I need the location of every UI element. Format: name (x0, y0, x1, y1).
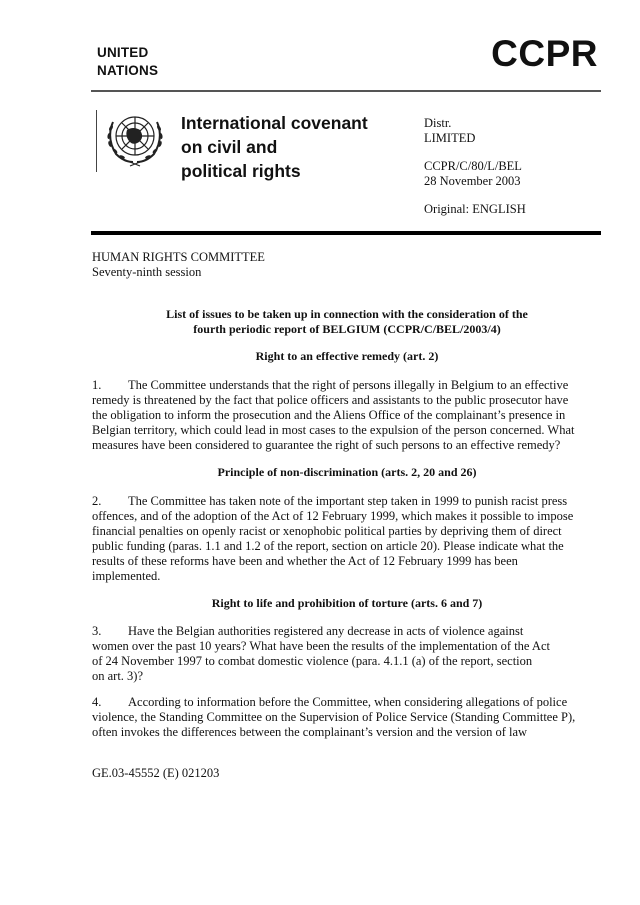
covenant-title-line1: International covenant (181, 113, 368, 133)
paragraph-number: 4. (92, 695, 102, 709)
document-title-line2: fourth periodic report of BELGIUM (CCPR/C/BEL/2003/4) (193, 322, 501, 336)
org-name-line1: UNITED (97, 45, 149, 60)
document-title (92, 307, 602, 337)
covenant-title-line2: on civil and (181, 137, 278, 157)
document-date: 28 November 2003 (424, 174, 521, 188)
header-divider (91, 90, 601, 92)
paragraph-1: 1. The Committee understands that the right of persons illegally in Belgium to an effective remedy is threatened by the fact that police officers and assistants to the public prosecutor have the obligation to inform the prosecution and the Aliens Office of the complainant’s presence in Belgian territory, which could lead in most cases to the expulsion of the person concerned. What measures have been considered to guarantee the right of such persons to an effective remedy? (92, 378, 575, 452)
logo-divider (96, 110, 97, 172)
section-heading: Right to life and prohibition of torture (arts. 6 and 7) (211, 596, 483, 610)
document-symbol: CCPR/C/80/L/BEL (424, 159, 522, 173)
un-emblem-icon (100, 108, 170, 170)
document-series-symbol: CCPR (491, 33, 598, 74)
distribution-label: Distr. (424, 116, 452, 130)
committee-block (92, 250, 265, 280)
committee-session: Seventy-ninth session (92, 265, 202, 279)
paragraph-number: 3. (92, 624, 102, 638)
section-heading: Principle of non-discrimination (arts. 2, 20 and 26) (217, 465, 477, 479)
paragraph-number: 1. (92, 378, 102, 392)
document-title-line1: List of issues to be taken up in connection with the consideration of the (166, 307, 528, 321)
job-number: GE.03-45552 (E) 021203 (92, 766, 220, 780)
section-heading: Right to an effective remedy (art. 2) (255, 349, 439, 363)
covenant-title (181, 111, 368, 183)
title-divider (91, 231, 601, 235)
committee-name: HUMAN RIGHTS COMMITTEE (92, 250, 265, 264)
paragraph-2: 2. The Committee has taken note of the important step taken in 1999 to punish racist press offences, and of the adoption of the Act of 12 February 1999, which makes it possible to impose financial penalties on openly racist or xenophobic political parties by depriving them of direct public funding (paras. 1.1 and 1.2 of the report, section on article 20). Please indicate what the results of these reforms have been and whether the Act of 12 February 1999 has been implemented. (92, 494, 574, 583)
original-language: Original: ENGLISH (424, 202, 526, 216)
org-name (97, 44, 158, 80)
covenant-title-line3: political rights (181, 161, 301, 181)
distribution-value: LIMITED (424, 131, 476, 145)
paragraph-3: 3. Have the Belgian authorities registered any decrease in acts of violence against women over the past 10 years? What have been the results of the implementation of the Act of 24 November 1997 to combat domestic violence (para. 4.1.1 (a) of the report, section on art. 3)? (92, 624, 550, 683)
paragraph-4: 4. According to information before the Committee, when considering allegations of police violence, the Standing Committee on the Supervision of Police Service (Standing Committee P), often invokes the differences between the complainant’s version and the version of law (92, 695, 576, 739)
paragraph-number: 2. (92, 494, 102, 508)
distribution-block (424, 116, 526, 217)
org-name-line2: NATIONS (97, 63, 159, 78)
